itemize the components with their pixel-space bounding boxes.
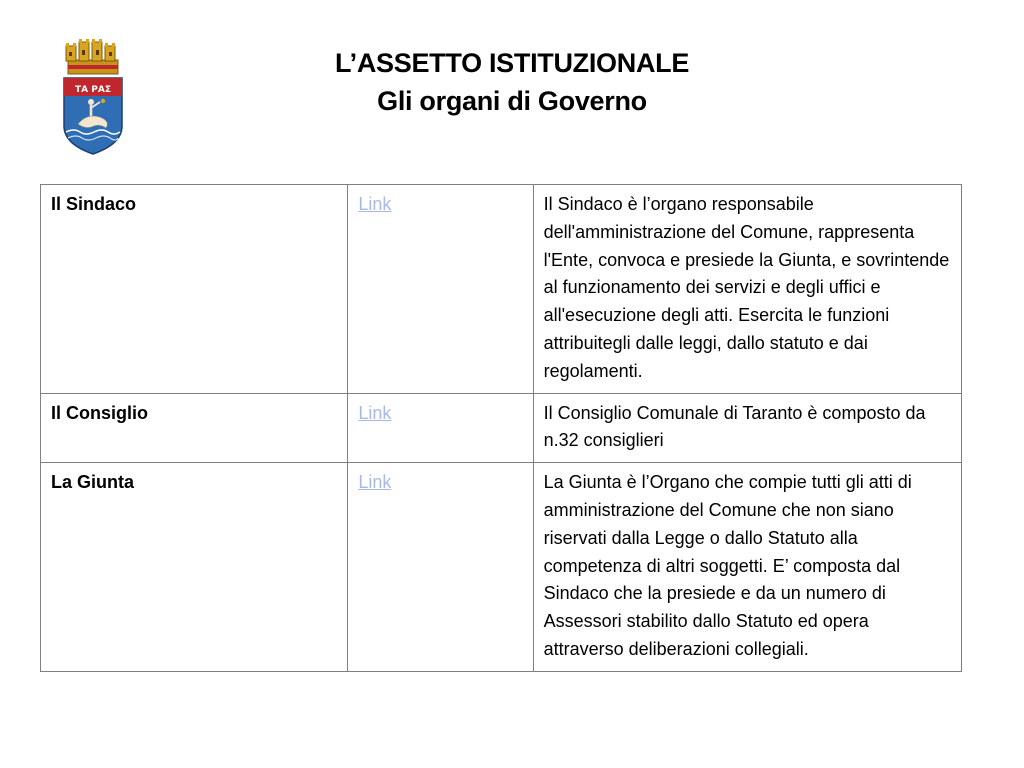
title-line-1: L’ASSETTO ISTITUZIONALE	[334, 48, 690, 78]
description-cell: La Giunta è l’Organo che compie tutti gli atti di amministrazione del Comune che non siano riservati dalla Legge o dallo Statuto alla competenza di altri soggetti. E’ composta dal Sindaco che la presiede e da un numero di Assessori stabilito dallo Statuto ed opera attraverso deliberazioni collegiali.	[533, 463, 961, 672]
description-cell: Il Sindaco è l’organo responsabile dell'amministrazione del Comune, rappresenta l'Ente, convoca e presiede la Giunta, e sovrintende al funzionamento dei servizi e degli uffici e all'esecuzione degli atti. Esercita le funzioni attribuitegli dalle leggi, dallo statuto e dai regolamenti.	[533, 185, 961, 394]
table-row-giunta	[41, 463, 962, 672]
link-cell	[348, 185, 533, 394]
organ-name-cell: Il Sindaco	[41, 185, 348, 394]
svg-text:ΤΑ ΡΑΣ: ΤΑ ΡΑΣ	[75, 85, 111, 95]
organi-table	[40, 184, 962, 672]
sindaco-link[interactable]: Link	[358, 194, 392, 214]
taranto-coat-of-arms-icon	[60, 38, 126, 156]
table-row-sindaco	[41, 185, 962, 394]
table-row-consiglio	[41, 393, 962, 463]
link-cell	[348, 463, 533, 672]
description-cell: Il Consiglio Comunale di Taranto è composto da n.32 consiglieri	[533, 393, 961, 463]
organ-name-cell: La Giunta	[41, 463, 348, 672]
consiglio-link[interactable]: Link	[358, 402, 392, 423]
title-line-2: Gli organi di Governo	[377, 86, 647, 116]
link-cell	[348, 393, 533, 463]
organ-name-cell: Il Consiglio	[41, 393, 348, 463]
giunta-link[interactable]: Link	[358, 472, 392, 493]
slide-title	[200, 44, 824, 120]
